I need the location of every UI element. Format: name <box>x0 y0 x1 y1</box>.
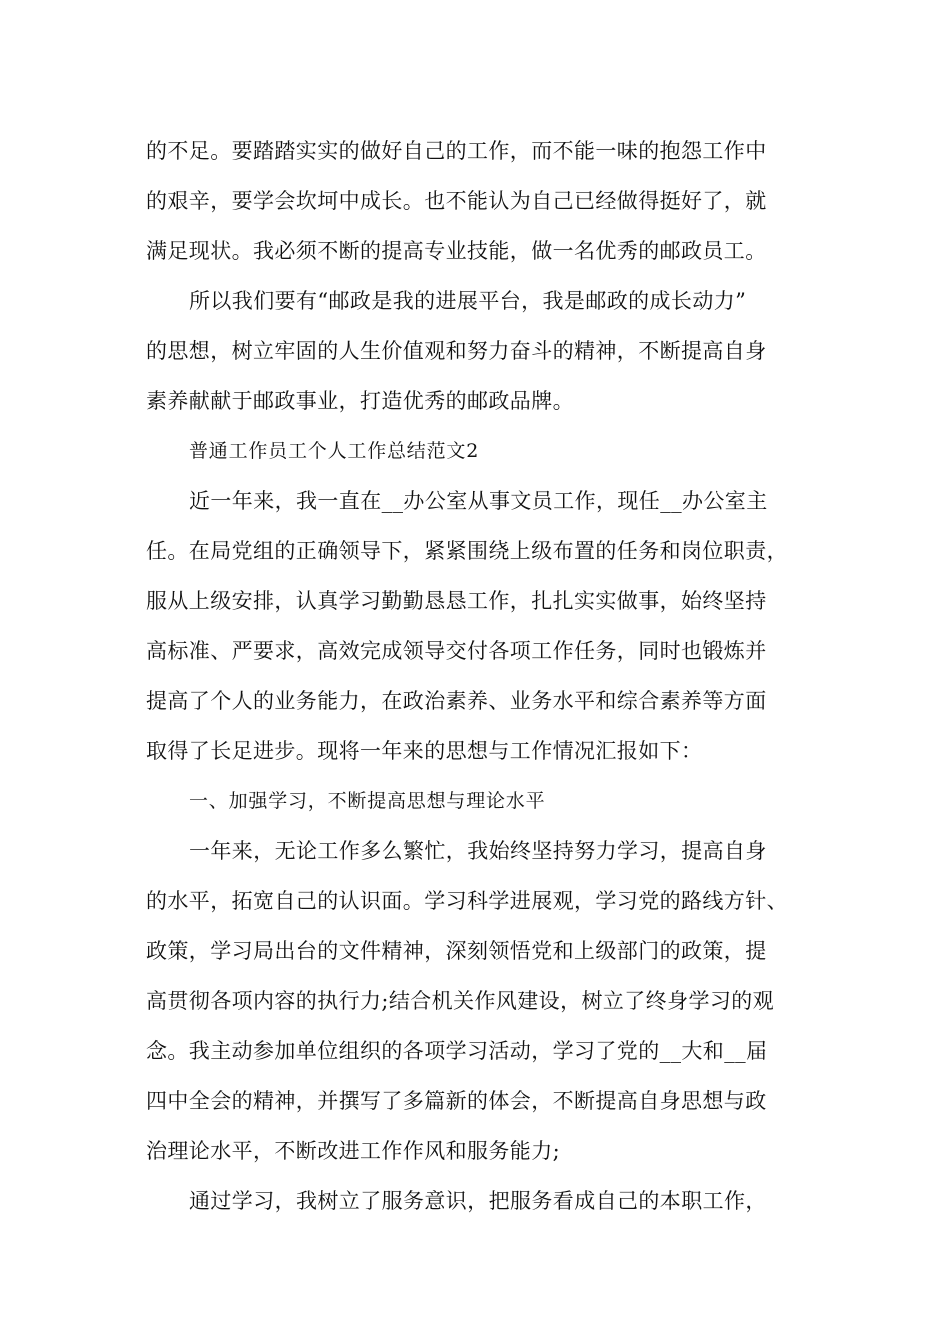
text-line: 的不足。要踏踏实实的做好自己的工作，而不能一味的抱怨工作中 <box>146 139 767 163</box>
text-line: 高贯彻各项内容的执行力;结合机关作风建设，树立了终身学习的观 <box>146 989 775 1013</box>
text-line: 的思想，树立牢固的人生价值观和努力奋斗的精神，不断提高自身 <box>146 339 767 363</box>
subsection-heading: 一、加强学习，不断提高思想与理论水平 <box>189 790 546 812</box>
text-line: 服从上级安排，认真学习勤勤恳恳工作，扎扎实实做事，始终坚持 <box>146 589 767 613</box>
text-line: 取得了长足进步。现将一年来的思想与工作情况汇报如下： <box>146 739 703 763</box>
text-line: 念。我主动参加单位组织的各项学习活动，学习了党的__大和__届 <box>146 1039 768 1063</box>
text-line: 提高了个人的业务能力，在政治素养、业务水平和综合素养等方面 <box>146 689 767 713</box>
text-line: 四中全会的精神，并撰写了多篇新的体会，不断提高自身思想与政 <box>146 1089 767 1113</box>
text-line: 治理论水平，不断改进工作作风和服务能力; <box>146 1139 561 1163</box>
text-line: 的水平，拓宽自己的认识面。学习科学进展观，学习党的路线方针、 <box>146 889 788 913</box>
paragraph-first-line: 通过学习，我树立了服务意识，把服务看成自己的本职工作， <box>189 1189 767 1213</box>
text-line: 任。在局党组的正确领导下，紧紧围绕上级布置的任务和岗位职责， <box>146 539 788 563</box>
paragraph-first-line: 近一年来，我一直在__办公室从事文员工作，现任__办公室主 <box>189 489 768 513</box>
text-line: 的艰辛，要学会坎坷中成长。也不能认为自己已经做得挺好了，就 <box>146 189 767 213</box>
text-line: 高标准、严要求，高效完成领导交付各项工作任务，同时也锻炼并 <box>146 639 767 663</box>
paragraph-first-line: 一年来，无论工作多么繁忙，我始终坚持努力学习，提高自身 <box>189 839 767 863</box>
text-line: 政策，学习局出台的文件精神，深刻领悟党和上级部门的政策，提 <box>146 939 767 963</box>
paragraph-first-line: 所以我们要有“邮政是我的进展平台，我是邮政的成长动力” <box>189 289 747 313</box>
text-line: 素养献献于邮政事业，打造优秀的邮政品牌。 <box>146 389 574 413</box>
section-heading: 普通工作员工个人工作总结范文2 <box>189 440 480 462</box>
text-line: 满足现状。我必须不断的提高专业技能，做一名优秀的邮政员工。 <box>146 239 767 263</box>
